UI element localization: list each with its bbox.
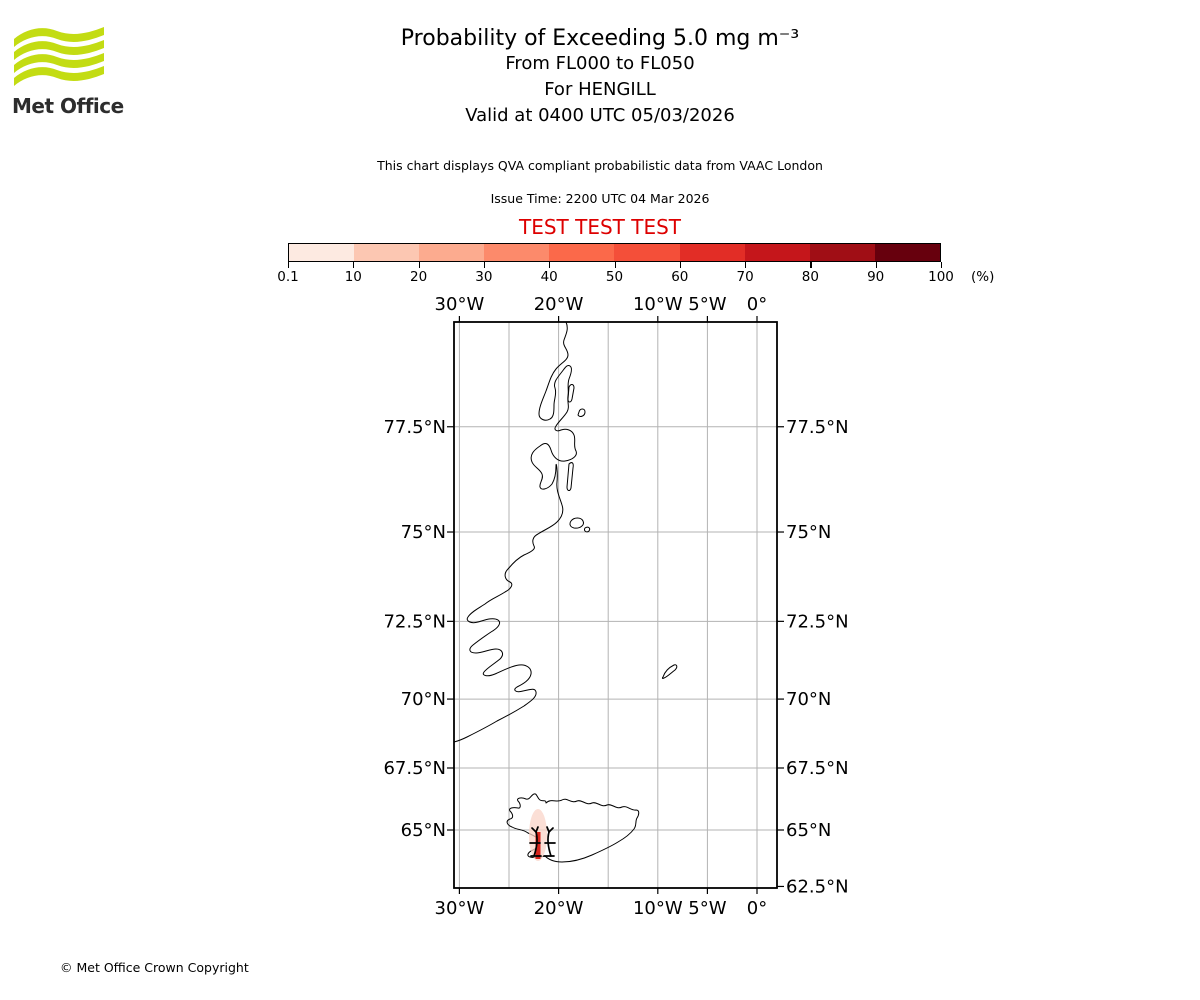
lon-label-top: 0° [746,294,768,315]
colorbar-tick-label-40: 40 [540,269,558,285]
colorbar-tick-label-30: 30 [475,269,493,285]
lat-label-left: 70°N [400,689,446,711]
copyright-text: © Met Office Crown Copyright [60,960,249,975]
island-offshore-1 [568,384,574,402]
met-office-logo-text: Met Office [12,94,124,118]
colorbar-tick-label-10: 10 [344,269,362,285]
test-banner: TEST TEST TEST [518,215,681,239]
lon-label-top: 30°W [434,294,485,315]
colorbar-tick-label-0.1: 0.1 [277,269,299,285]
lon-label-bottom: 0° [746,898,768,919]
map-gridlines [454,322,777,888]
lon-label-top: 5°W [688,294,727,315]
jan-mayen-island [662,665,676,679]
lon-label-bottom: 20°W [533,898,584,919]
lat-label-left: 75°N [400,522,446,544]
lon-label-bottom: 30°W [434,898,485,919]
colorbar-tick-label-90: 90 [867,269,885,285]
page-title: Probability of Exceeding 5.0 mg m⁻³ [400,26,800,51]
subtitle-flight-levels: From FL000 to FL050 [505,53,695,74]
island-offshore-2 [578,409,585,416]
lat-label-right: 75°N [786,522,832,544]
issue-time: Issue Time: 2200 UTC 04 Mar 2026 [490,191,710,206]
lat-label-right: 72.5°N [786,611,849,633]
subtitle-volcano: For HENGILL [544,79,656,100]
lat-label-left: 72.5°N [383,611,446,633]
colorbar-tick-label-80: 80 [801,269,819,285]
lat-label-right: 77.5°N [786,416,849,438]
colorbar-tick-label-60: 60 [671,269,689,285]
colorbar-tick-label-100: 100 [928,269,954,285]
lat-label-left: 77.5°N [383,416,446,438]
colorbar-tick-label-70: 70 [736,269,754,285]
lon-label-top: 20°W [533,294,584,315]
map-border [454,322,777,888]
qva-notice: This chart displays QVA compliant probabilistic data from VAAC London [377,158,823,173]
island-offshore-5 [584,527,589,532]
lat-label-left: 67.5°N [383,757,446,779]
colorbar-tick-label-50: 50 [605,269,624,285]
iceland-coastline [507,794,639,862]
lon-label-top: 10°W [632,294,683,315]
lat-label-right: 65°N [786,820,832,841]
lat-label-right: 67.5°N [786,757,849,779]
colorbar-tick-label-20: 20 [410,269,428,285]
subtitle-valid-time: Valid at 0400 UTC 05/03/2026 [465,105,735,126]
lon-label-bottom: 5°W [688,898,727,919]
lat-label-left: 65°N [400,820,446,841]
island-offshore-3 [567,463,573,491]
colorbar-unit-label: (%) [971,269,995,285]
island-offshore-4 [570,518,583,528]
lat-label-right: 62.5°N [786,876,849,898]
lat-label-right: 70°N [786,689,832,711]
lon-label-bottom: 10°W [632,898,683,919]
